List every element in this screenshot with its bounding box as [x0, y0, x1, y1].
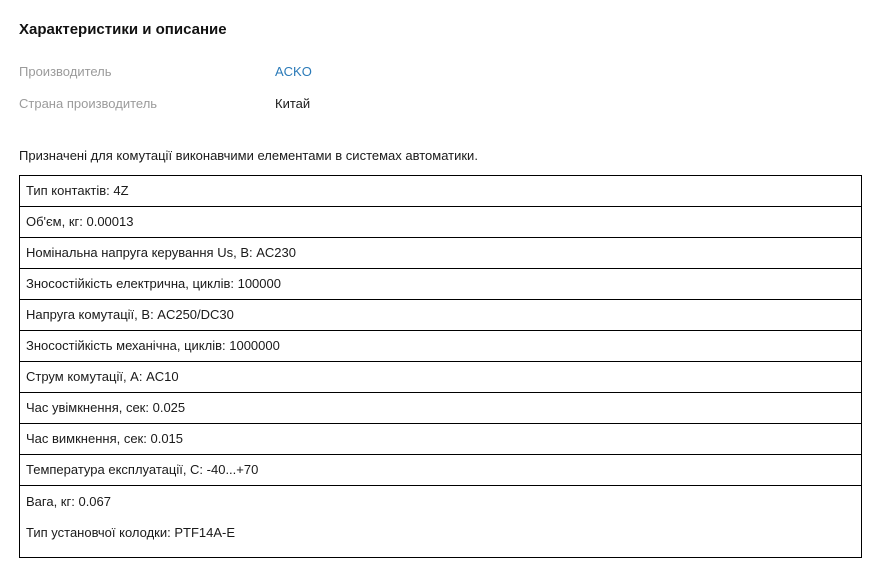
table-row: Температура експлуатації, С: -40...+70 — [20, 455, 861, 486]
manufacturer-link[interactable]: ACKO — [275, 64, 312, 79]
table-row: Об'єм, кг: 0.00013 — [20, 207, 861, 238]
table-row: Зносостійкість механічна, циклів: 1000000 — [20, 331, 861, 362]
spec-label-country: Страна производитель — [19, 96, 158, 111]
spec-row-country — [19, 94, 519, 114]
spec-row-manufacturer — [19, 62, 519, 82]
specification-table — [19, 175, 862, 558]
table-line-weight: Вага, кг: 0.067 — [26, 494, 111, 509]
table-row: Напруга комутації, В: AC250/DC30 — [20, 300, 861, 331]
section-title: Характеристики и описание — [19, 21, 227, 38]
table-row: Тип контактів: 4Z — [20, 176, 861, 207]
table-row: Час вимкнення, сек: 0.015 — [20, 424, 861, 455]
table-row-last — [20, 486, 861, 557]
table-row: Зносостійкість електрична, циклів: 100000 — [20, 269, 861, 300]
spec-label-manufacturer: Производитель — [19, 64, 112, 79]
table-row: Час увімкнення, сек: 0.025 — [20, 393, 861, 424]
table-line-socket-type: Тип установчої колодки: PTF14A-E — [26, 525, 236, 540]
table-row: Номінальна напруга керування Us, В: AC230 — [20, 238, 861, 269]
product-description: Призначені для комутації виконавчими елементами в системах автоматики. — [19, 148, 478, 163]
spec-value-country: Китай — [275, 96, 311, 111]
table-row: Струм комутації, А: AC10 — [20, 362, 861, 393]
